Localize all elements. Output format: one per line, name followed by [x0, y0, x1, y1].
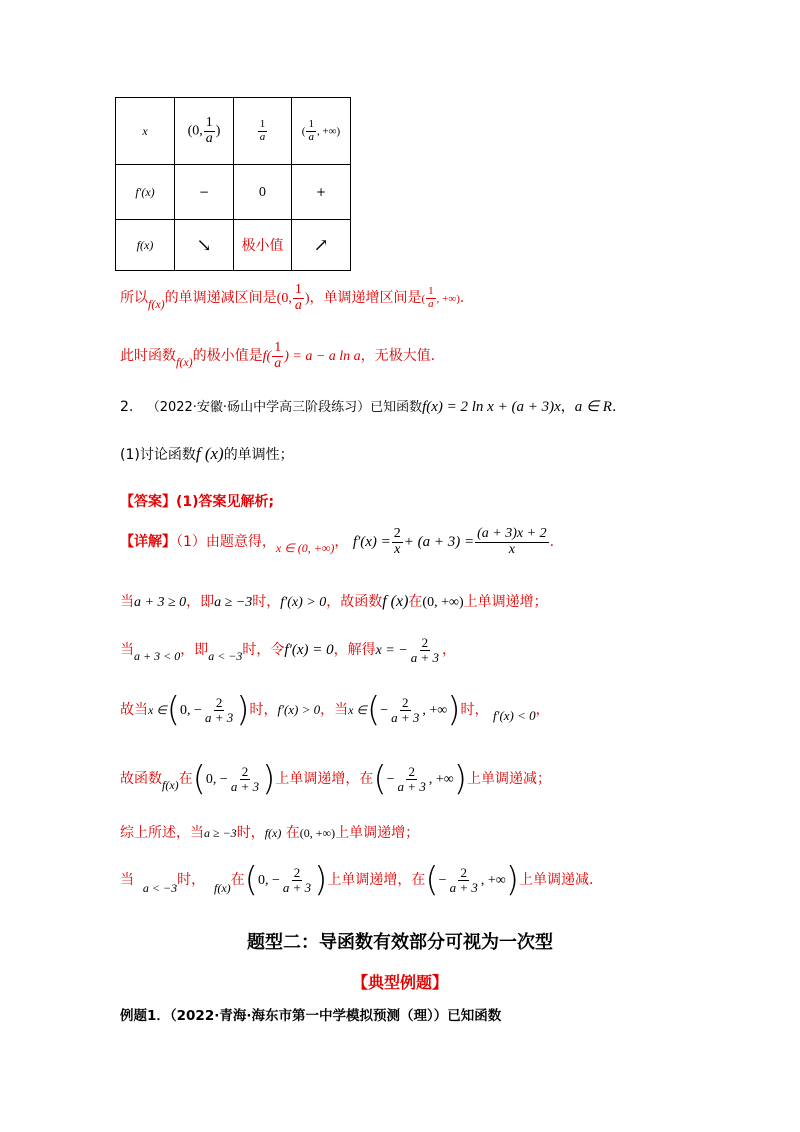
table-cell: (0, $\frac{1}{a}$ )	[175, 98, 234, 165]
monotonic-intervals-line: 所以f(x)的单调递减区间是(0, $\frac{1}{a}$ )，单调递增区间是( $\frac{1}{a}$ , +∞).	[120, 282, 465, 313]
table-cell: −	[175, 165, 234, 220]
case-3-line: 故当x ∈(0, − $\frac{2}{a + 3}$ )时，f′(x) > 0，当x ∈(− $\frac{2}{a + 3}$ , +∞)时， f′(x) < 0，	[120, 690, 550, 730]
detail-line: 【详解】（1）由题意得，x ∈ (0, +∞)， f′(x) = $\frac{2}{x}$ + (a + 3) = $\frac{(a + 3)x + 2}{x}$ .	[120, 526, 555, 557]
answer-line: 【答案】(1)答案见解析;	[120, 494, 275, 510]
table-cell: ↗	[292, 220, 351, 271]
summary-2-line: 当 a < −3时， f(x)在(0, − $\frac{2}{a + 3}$ )上单调递增，在(− $\frac{2}{a + 3}$ , +∞)上单调递减.	[120, 860, 594, 900]
table-cell: x	[116, 98, 175, 165]
section-title: 题型二：导函数有效部分可视为一次型	[247, 932, 553, 953]
table-cell: f′(x)	[116, 165, 175, 220]
extremum-line: 此时函数f(x)的极小值是f( $\frac{1}{a}$ ) = a − a ln a，无极大值.	[120, 340, 436, 371]
table-cell: ↘	[175, 220, 234, 271]
table-cell: ( $\frac{1}{a}$ , +∞)	[292, 98, 351, 165]
variation-table	[115, 97, 351, 271]
summary-1-line: 综上所述，当a ≥ −3时，f(x) 在(0, +∞)上单调递增；	[120, 825, 420, 841]
case-1-line: 当a + 3 ≥ 0，即a ≥ −3时，f′(x) > 0，故函数f (x)在(0, +∞)上单调递增；	[120, 593, 548, 610]
case-4-line: 故函数f(x)在(0, − $\frac{2}{a + 3}$ )上单调递增，在(− $\frac{2}{a + 3}$ , +∞)上单调递减；	[120, 759, 551, 799]
table-cell: $\frac{1}{a}$	[234, 98, 292, 165]
case-2-line: 当a + 3 < 0，即a < −3时，令f′(x) = 0，解得x = − $\frac{2}{a + 3}$ ，	[120, 635, 457, 665]
section-subtitle: 【典型例题】	[351, 973, 448, 992]
table-cell: 0	[234, 165, 292, 220]
table-cell: +	[292, 165, 351, 220]
table-cell: f(x)	[116, 220, 175, 271]
example-1-line: 例题1．（2022·青海·海东市第一中学模拟预测（理））已知函数	[120, 1008, 502, 1024]
table-cell: 极小值	[234, 220, 292, 271]
question-2: 2. （2022·安徽·砀山中学高三阶段练习）已知函数f(x) = 2 ln x + (a + 3)x，a ∈ R.	[120, 399, 617, 415]
question-2-part-1: (1)讨论函数f (x)的单调性；	[120, 444, 294, 463]
